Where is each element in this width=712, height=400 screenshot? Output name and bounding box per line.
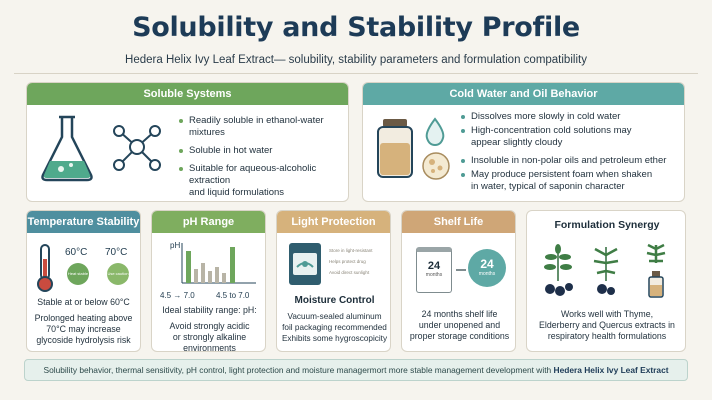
shelf-line-2: under unopened and <box>418 320 501 330</box>
temp-label-70: 70°C <box>105 247 128 258</box>
footer-product: Hedera Helix Ivy Leaf Extract <box>553 365 669 375</box>
ph-range-left: 4.5 → 7.0 <box>160 291 195 300</box>
ph-title: pH Range <box>152 211 265 233</box>
footer-text: Solubility behavior, thermal sensitivity, pH control, light protection and moisture managermort more stable management development with <box>43 365 554 375</box>
light-note-3: Avoid direct sunlight <box>329 270 370 275</box>
temp-badge-60: Heat stable <box>67 263 89 285</box>
light-panel <box>276 210 391 352</box>
soluble-systems-panel <box>26 82 349 202</box>
shelf-line-3: proper storage conditions <box>409 331 510 341</box>
cold-water-title: Cold Water and Oil Behavior <box>363 83 684 105</box>
ph-bar-chart-icon <box>166 241 258 287</box>
cold-item-cloudy-cont: appear slightly cloudy <box>471 137 563 148</box>
page-title: Solubility and Stability Profile <box>132 12 580 43</box>
soluble-item-extraction-cont: and liquid formulations <box>189 187 285 198</box>
soluble-item-hot-water: Soluble in hot water <box>179 145 347 157</box>
temp-risk-line-3: glycoside hydrolysis risk <box>36 335 131 345</box>
soluble-item-extraction: Suitable for aqueous-alcoholic extraction <box>179 163 347 187</box>
header-divider <box>14 73 698 74</box>
footer-banner <box>24 359 688 381</box>
light-title: Light Protection <box>277 211 390 233</box>
temp-risk-line-2: 70°C may increase <box>46 324 121 334</box>
shelf-bag-unit: months <box>425 272 443 278</box>
ph-ideal-line: Ideal stability range: pH: <box>162 305 257 315</box>
jar-icon <box>375 117 415 179</box>
temp-stable-text: Stable at or below 60°C <box>37 297 130 307</box>
shelf-circle-unit: months <box>478 271 496 277</box>
quercus-extract-icon <box>639 241 673 299</box>
shelf-arrow <box>456 269 466 271</box>
moisture-line-1: Vacuum-sealed aluminum <box>287 312 382 321</box>
cold-item-cloudy: High-concentration cold solutions may <box>461 125 683 137</box>
moisture-line-3: Exhibits some hygroscopicity <box>281 334 388 343</box>
molecule-icon <box>109 119 165 175</box>
shelf-bag-icon <box>416 247 452 293</box>
shelf-circle-number: 24 <box>480 257 494 271</box>
ph-avoid-line-2: or strongly alkaline <box>172 332 247 342</box>
temperature-title: Temperature Stability <box>27 211 140 233</box>
soluble-systems-title: Soluble Systems <box>27 83 348 105</box>
elderberry-icon <box>589 241 623 299</box>
soluble-item-ethanol: Readily soluble in ethanol-water mixtures <box>179 115 347 139</box>
page-subtitle: Hedera Helix Ivy Leaf Extract— solubility, stability parameters and formulation compatibility <box>125 54 587 66</box>
temperature-panel <box>26 210 141 352</box>
cold-item-slow: Dissolves more slowly in cold water <box>461 111 683 123</box>
cold-item-insoluble: Insoluble in non-polar oils and petroleum ether <box>461 155 683 167</box>
cold-item-foam-cont: in water, typical of saponin character <box>471 181 625 192</box>
shelf-line-1: 24 months shelf life <box>421 309 498 319</box>
cold-item-foam: May produce persistent foam when shaken <box>461 169 683 181</box>
temp-label-60: 60°C <box>65 247 88 258</box>
synergy-line-3: respiratory health formulations <box>547 331 667 341</box>
ph-avoid-line-3: environments <box>183 343 236 352</box>
moisture-line-2: foil packaging recommended <box>282 323 387 332</box>
foil-pack-icon <box>287 241 323 287</box>
cold-water-panel <box>362 82 685 202</box>
ph-panel <box>151 210 266 352</box>
thermometer-icon <box>35 243 55 293</box>
ph-avoid-line-1: Avoid strongly acidic <box>169 321 250 331</box>
shelf-months-badge <box>468 249 506 287</box>
oil-droplets-icon <box>421 151 451 181</box>
ph-axis-label: pH <box>170 241 181 250</box>
shelf-bag-number: 24 <box>427 260 441 272</box>
temp-risk-line-1: Prolonged heating above <box>34 313 133 323</box>
shelf-life-title: Shelf Life <box>402 211 515 233</box>
light-note-1: Store in light-resistant <box>329 248 373 253</box>
ph-range-right: 4.5 to 7.0 <box>216 291 250 300</box>
flask-icon <box>37 113 97 183</box>
shelf-life-panel <box>401 210 516 352</box>
synergy-title: Formulation Synergy <box>554 219 660 231</box>
synergy-line-1: Works well with Thyme, <box>560 309 654 319</box>
moisture-control-title: Moisture Control <box>294 295 375 306</box>
thyme-herb-icon <box>541 241 575 299</box>
water-drop-icon <box>423 117 447 147</box>
light-note-2: Helps protect drug <box>329 259 366 264</box>
synergy-panel <box>526 210 686 352</box>
synergy-line-2: Elderberry and Quercus extracts in <box>539 320 675 330</box>
temp-badge-70: Use caution <box>107 263 129 285</box>
